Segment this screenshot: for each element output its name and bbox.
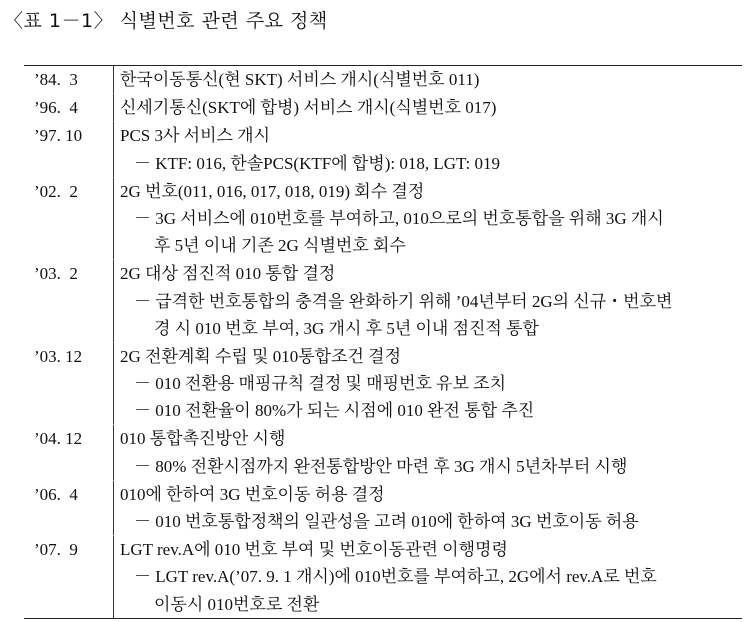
table-caption: 〈표 1－1〉 식별번호 관련 주요 정책 bbox=[4, 10, 328, 32]
table-row bbox=[24, 480, 742, 535]
policy-detail: － LGT rev.A(’07. 9. 1 개시)에 010번호를 부여하고, 2G에서 rev.A로 번호 bbox=[134, 567, 657, 587]
date-cell bbox=[24, 480, 114, 535]
policy-detail: － 010 번호통합정책의 일관성을 고려 010에 한하여 3G 번호이동 허용 bbox=[134, 512, 639, 531]
table-row bbox=[24, 424, 742, 479]
policy-title: 010에 한하여 3G 번호이동 허용 결정 bbox=[120, 484, 385, 504]
policy-detail: 후 5년 이내 기존 2G 식별번호 회수 bbox=[154, 236, 406, 256]
policy-detail: － 010 전환용 매핑규칙 결정 및 매핑번호 유보 조치 bbox=[134, 374, 507, 394]
content-cell bbox=[114, 342, 742, 425]
date-cell bbox=[24, 259, 114, 342]
policy-detail: － 급격한 번호통합의 충격을 완화하기 위해 ’04년부터 2G의 신규・번호변 bbox=[134, 291, 673, 311]
date-cell bbox=[24, 177, 114, 260]
table-row bbox=[24, 535, 742, 618]
date-cell bbox=[24, 342, 114, 425]
table-row bbox=[24, 93, 742, 121]
policy-detail: 이동시 010번호로 전환 bbox=[154, 594, 320, 614]
policy-title: 신세기통신(SKT에 합병) 서비스 개시(식별번호 017) bbox=[120, 98, 497, 118]
policy-detail: － KTF: 016, 한솔PCS(KTF에 합병): 018, LGT: 019 bbox=[134, 153, 501, 173]
policy-title: LGT rev.A에 010 번호 부여 및 번호이동관련 이행명령 bbox=[120, 540, 508, 560]
table-row bbox=[24, 259, 742, 342]
content-cell bbox=[114, 66, 742, 93]
policy-title: 한국이동통신(현 SKT) 서비스 개시(식별번호 011) bbox=[120, 70, 480, 89]
date-text: ’04. 12 bbox=[34, 429, 83, 449]
date-text: ’07. 9 bbox=[34, 540, 78, 560]
content-cell bbox=[114, 480, 742, 535]
policy-detail: － 010 전환율이 80%가 되는 시점에 010 완전 통합 추진 bbox=[134, 401, 535, 421]
policy-title: 2G 번호(011, 016, 017, 018, 019) 회수 결정 bbox=[120, 181, 425, 201]
policy-detail: － 80% 전환시점까지 완전통합방안 마련 후 3G 개시 5년차부터 시행 bbox=[134, 456, 628, 476]
date-cell bbox=[24, 93, 114, 121]
date-text: ’03. 2 bbox=[34, 264, 78, 284]
policy-detail: － 3G 서비스에 010번호를 부여하고, 010으로의 번호통합을 위해 3G 개시 bbox=[134, 208, 664, 228]
date-text: ’06. 4 bbox=[34, 484, 78, 504]
content-cell bbox=[114, 535, 742, 618]
content-cell bbox=[114, 121, 742, 176]
date-cell bbox=[24, 66, 114, 93]
content-cell bbox=[114, 177, 742, 260]
content-cell bbox=[114, 424, 742, 479]
table-row bbox=[24, 177, 742, 260]
policy-title: PCS 3사 서비스 개시 bbox=[120, 126, 271, 146]
date-text: ’84. 3 bbox=[34, 70, 78, 89]
table-row bbox=[24, 121, 742, 176]
date-cell bbox=[24, 535, 114, 618]
policy-detail: 경 시 010 번호 부여, 3G 개시 후 5년 이내 점진적 통합 bbox=[154, 318, 539, 338]
content-cell bbox=[114, 93, 742, 121]
date-text: ’96. 4 bbox=[34, 98, 78, 118]
policy-title: 2G 전환계획 수립 및 010통합조건 결정 bbox=[120, 346, 402, 366]
policy-title: 010 통합촉진방안 시행 bbox=[120, 429, 286, 449]
table-row bbox=[24, 66, 742, 93]
policy-table bbox=[24, 65, 742, 619]
table-row bbox=[24, 342, 742, 425]
date-text: ’97. 10 bbox=[34, 126, 83, 146]
content-cell bbox=[114, 259, 742, 342]
date-cell bbox=[24, 424, 114, 479]
date-text: ’03. 12 bbox=[34, 346, 83, 366]
policy-title: 2G 대상 점진적 010 통합 결정 bbox=[120, 264, 336, 284]
date-cell bbox=[24, 121, 114, 176]
date-text: ’02. 2 bbox=[34, 181, 78, 201]
